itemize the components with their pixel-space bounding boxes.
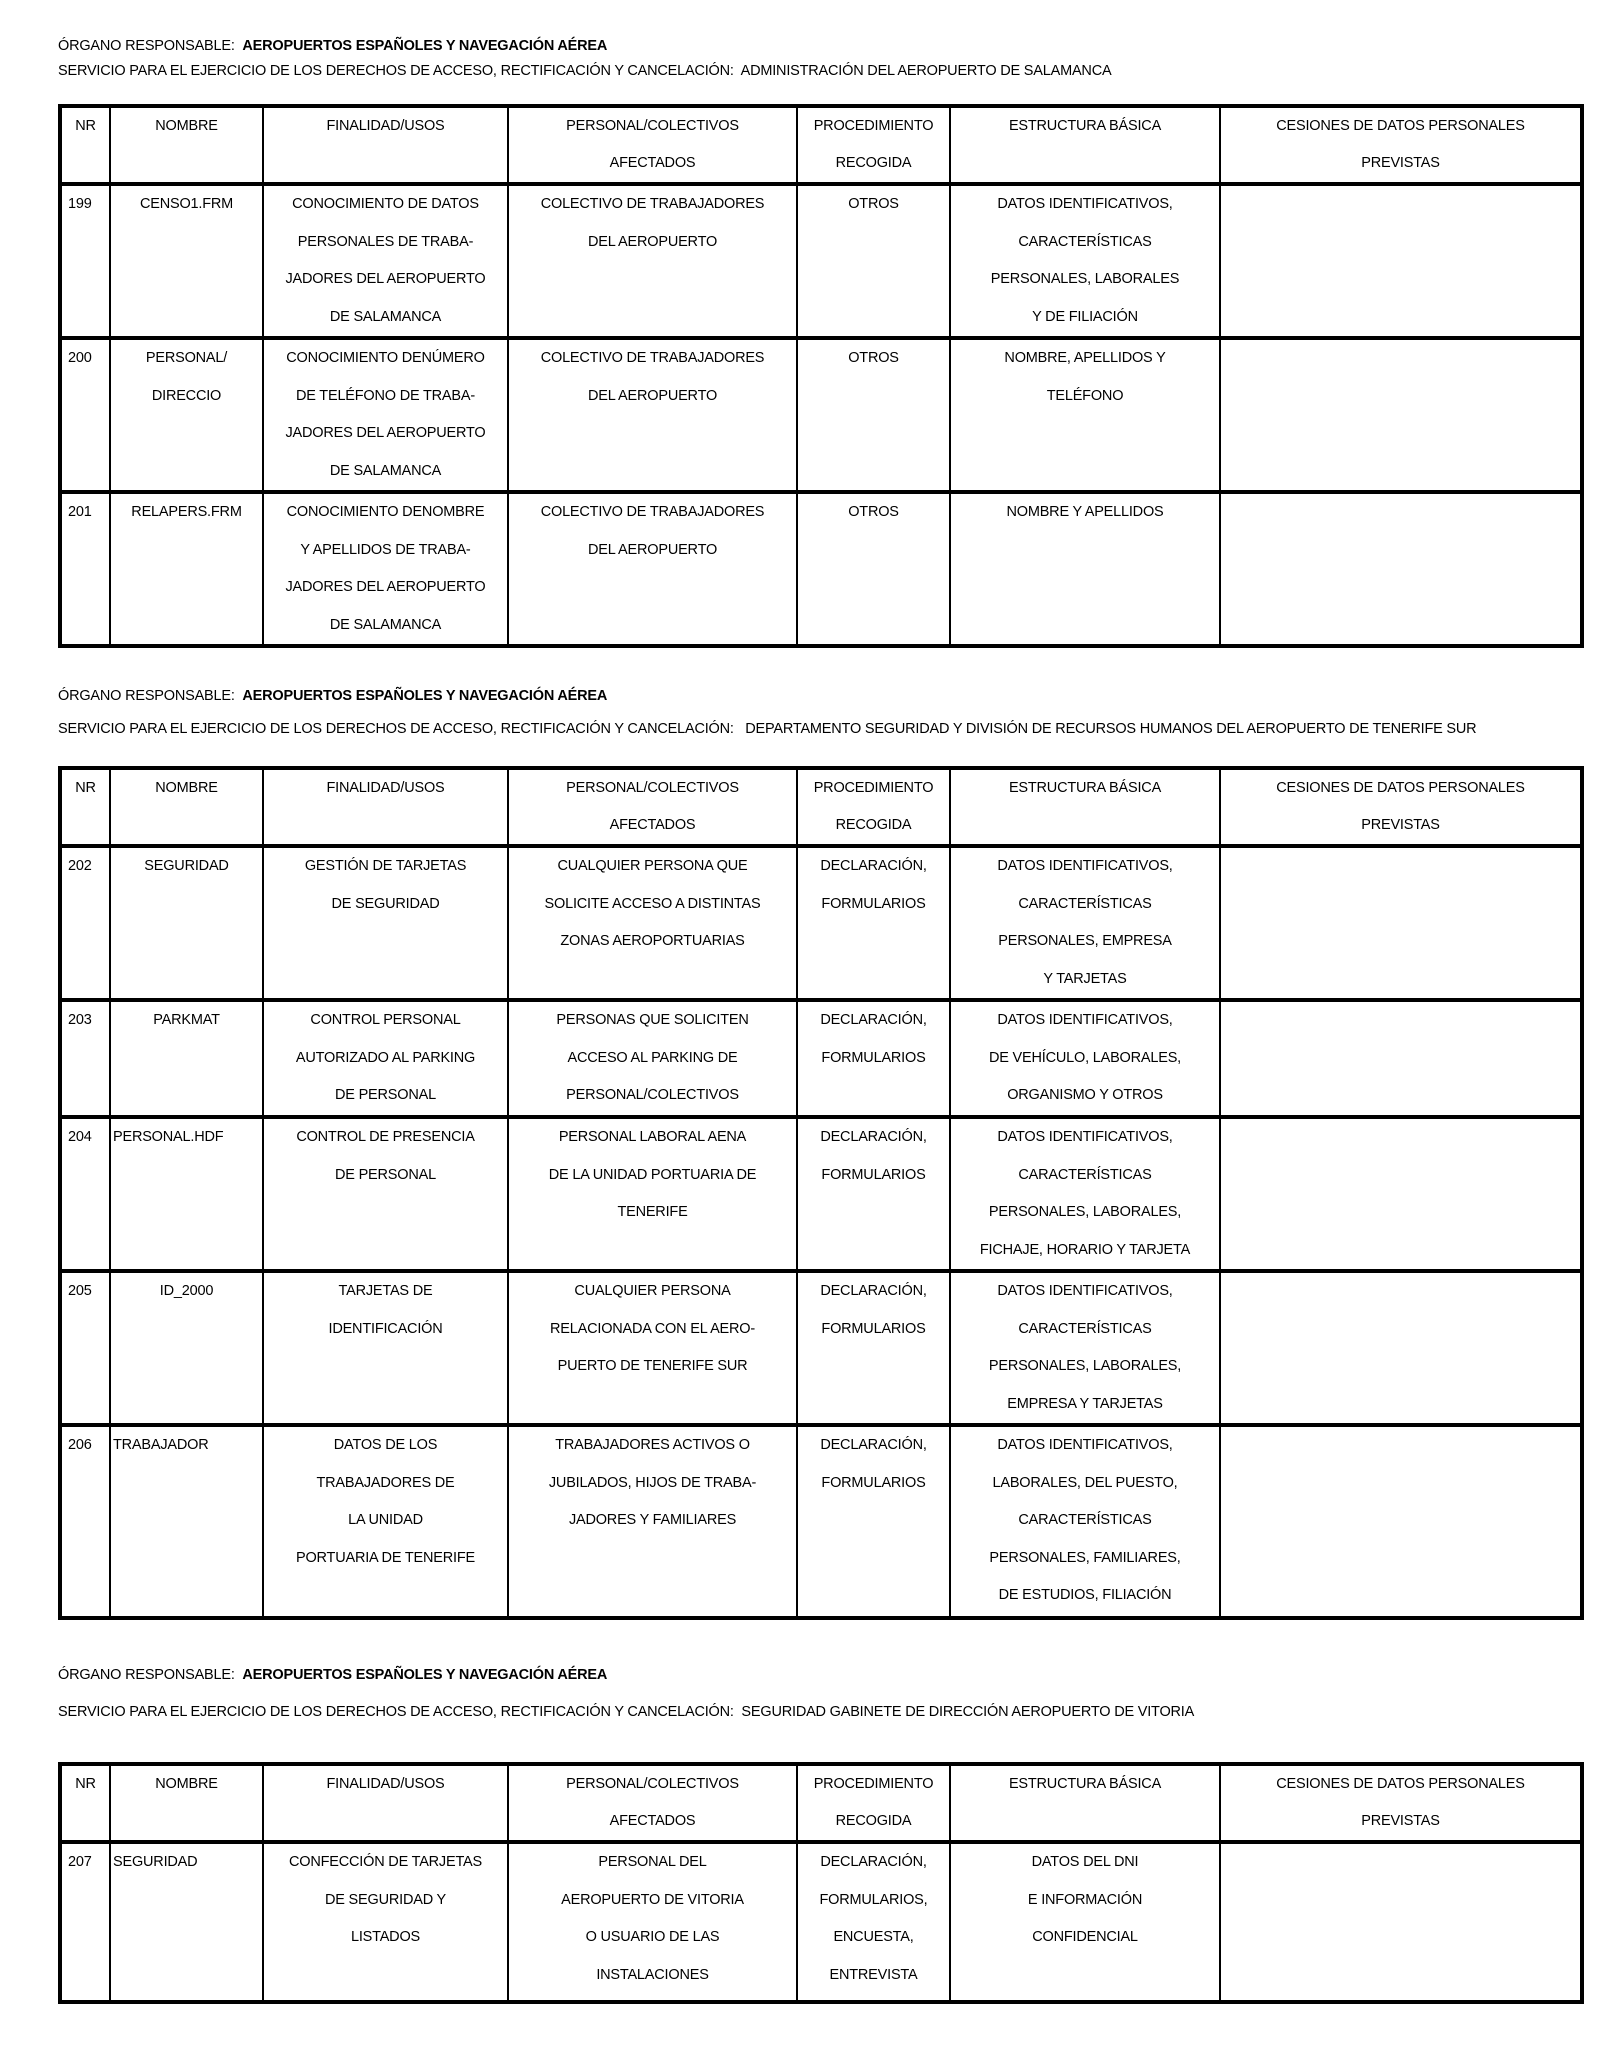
cell-finalidad xyxy=(263,1842,508,2002)
cell-line: DECLARACIÓN, xyxy=(820,1129,927,1145)
cell-line: PERSONALES, LABORALES xyxy=(990,271,1180,287)
cell-line: 203 xyxy=(68,1012,92,1028)
column-header-finalidad xyxy=(263,768,508,846)
column-header-cesiones xyxy=(1220,1764,1582,1842)
cell-line: DECLARACIÓN, xyxy=(820,1437,927,1453)
cell-line: JUBILADOS, HIJOS DE TRABA- xyxy=(548,1474,757,1491)
table-row xyxy=(60,1117,1582,1271)
cell-line: PREVISTAS xyxy=(1361,817,1440,833)
cell-procedimiento xyxy=(797,1000,950,1117)
cell-personal xyxy=(508,1000,797,1117)
cell-line: CESIONES DE DATOS PERSONALES xyxy=(1276,118,1525,134)
cell-line: O USUARIO DE LAS xyxy=(585,1929,720,1945)
cell-nr xyxy=(60,338,110,492)
cell-nombre xyxy=(110,1271,263,1425)
cell-finalidad xyxy=(263,184,508,338)
cell-nombre xyxy=(110,846,263,1000)
column-header-nombre xyxy=(110,1764,263,1842)
cell-line: FICHAJE, HORARIO Y TARJETA xyxy=(979,1241,1191,1258)
cell-line: CESIONES DE DATOS PERSONALES xyxy=(1276,780,1525,796)
cell-line: DE SALAMANCA xyxy=(329,616,442,633)
cell-procedimiento xyxy=(797,1842,950,2002)
cell-line: PERSONAL.HDF xyxy=(113,1129,224,1145)
cell-line: DECLARACIÓN, xyxy=(820,858,927,874)
cell-line: PERSONAL/COLECTIVOS xyxy=(566,1087,739,1103)
cell-line: FORMULARIOS, xyxy=(819,1891,928,1908)
cell-procedimiento xyxy=(797,1425,950,1618)
cell-line: JADORES DEL AEROPUERTO xyxy=(285,425,486,441)
cell-personal xyxy=(508,1117,797,1271)
cell-line: AFECTADOS xyxy=(609,155,696,171)
column-header-personal xyxy=(508,1764,797,1842)
cell-line: DATOS DEL DNI xyxy=(1031,1854,1139,1870)
cell-line: ZONAS AEROPORTUARIAS xyxy=(560,933,745,949)
servicio-line xyxy=(58,62,1111,81)
cell-estructura xyxy=(950,1271,1220,1425)
cell-line: FORMULARIOS xyxy=(821,1474,926,1491)
column-header-procedimiento xyxy=(797,106,950,184)
cell-line: CARACTERÍSTICAS xyxy=(1018,1320,1152,1337)
cell-line: TRABAJADORES ACTIVOS O xyxy=(555,1437,750,1453)
cell-line: DE PERSONAL xyxy=(335,1087,436,1103)
cell-line: NOMBRE xyxy=(155,780,218,796)
cell-line: PERSONALES, LABORALES, xyxy=(988,1204,1182,1220)
organo-label: ÓRGANO RESPONSABLE: xyxy=(58,38,235,54)
cell-line: PROCEDIMIENTO xyxy=(813,780,934,796)
cell-line: DEL AEROPUERTO xyxy=(587,387,718,404)
cell-line: PREVISTAS xyxy=(1361,155,1440,171)
cell-line: PERSONALES, EMPRESA xyxy=(998,933,1172,949)
cell-nombre xyxy=(110,1842,263,2002)
cell-line: PERSONAL/COLECTIVOS xyxy=(566,118,739,134)
cell-line: PERSONALES, LABORALES, xyxy=(988,1358,1182,1374)
cell-personal xyxy=(508,846,797,1000)
cell-line: FORMULARIOS xyxy=(821,895,926,912)
servicio-value: SEGURIDAD GABINETE DE DIRECCIÓN AEROPUERTO DE VITORIA xyxy=(741,1704,1195,1720)
column-header-personal xyxy=(508,768,797,846)
organo-label: ÓRGANO RESPONSABLE: xyxy=(58,688,235,704)
organo-value: AEROPUERTOS ESPAÑOLES Y NAVEGACIÓN AÉREA xyxy=(242,1667,608,1683)
cell-line: 207 xyxy=(68,1854,92,1870)
cell-line: 202 xyxy=(68,858,92,874)
cell-procedimiento xyxy=(797,492,950,646)
cell-line: SEGURIDAD xyxy=(113,1854,198,1870)
cell-estructura xyxy=(950,1000,1220,1117)
cell-line: NOMBRE xyxy=(155,1776,218,1792)
cell-line: LA UNIDAD xyxy=(348,1512,423,1528)
servicio-label: SERVICIO PARA EL EJERCICIO DE LOS DERECHOS DE ACCESO, RECTIFICACIÓN Y CANCELACIÓN: xyxy=(58,63,734,79)
cell-line: COLECTIVO DE TRABAJADORES xyxy=(540,350,765,366)
cell-line: PORTUARIA DE TENERIFE xyxy=(296,1549,475,1566)
cell-line: DATOS IDENTIFICATIVOS, xyxy=(997,1283,1173,1299)
cell-line: ENCUESTA, xyxy=(833,1929,914,1945)
cell-line: EMPRESA Y TARJETAS xyxy=(1007,1395,1163,1412)
cell-line: DE VEHÍCULO, LABORALES, xyxy=(988,1049,1182,1066)
cell-cesiones xyxy=(1220,1425,1582,1618)
cell-nr xyxy=(60,492,110,646)
cell-line: CONTROL PERSONAL xyxy=(310,1012,461,1028)
cell-line: TENERIFE xyxy=(617,1204,688,1220)
cell-cesiones xyxy=(1220,492,1582,646)
column-header-finalidad xyxy=(263,106,508,184)
cell-line: GESTIÓN DE TARJETAS xyxy=(304,858,467,874)
cell-line: DATOS IDENTIFICATIVOS, xyxy=(997,1012,1173,1028)
cell-line: FINALIDAD/USOS xyxy=(326,1776,445,1792)
table-row xyxy=(60,338,1582,492)
cell-line: ORGANISMO Y OTROS xyxy=(1007,1087,1163,1103)
cell-cesiones xyxy=(1220,1842,1582,2002)
cell-line: ESTRUCTURA BÁSICA xyxy=(1008,1776,1162,1792)
cell-line: CONOCIMIENTO DENÚMERO xyxy=(286,350,485,366)
cell-nr xyxy=(60,1000,110,1117)
table-row xyxy=(60,492,1582,646)
cell-line: IDENTIFICACIÓN xyxy=(328,1320,443,1337)
cell-line: DECLARACIÓN, xyxy=(820,1854,927,1870)
column-header-procedimiento xyxy=(797,768,950,846)
cell-line: Y TARJETAS xyxy=(1043,970,1127,987)
cell-line: PUERTO DE TENERIFE SUR xyxy=(557,1358,748,1374)
cell-finalidad xyxy=(263,1271,508,1425)
cell-line: PROCEDIMIENTO xyxy=(813,1776,934,1792)
cell-line: CONFIDENCIAL xyxy=(1032,1929,1138,1945)
cell-line: SOLICITE ACCESO A DISTINTAS xyxy=(544,895,761,912)
cell-procedimiento xyxy=(797,1271,950,1425)
cell-line: TARJETAS DE xyxy=(338,1283,433,1299)
cell-personal xyxy=(508,1425,797,1618)
cell-line: CONOCIMIENTO DENOMBRE xyxy=(286,504,485,520)
cell-estructura xyxy=(950,1842,1220,2002)
cell-cesiones xyxy=(1220,1000,1582,1117)
cell-line: DECLARACIÓN, xyxy=(820,1012,927,1028)
cell-personal xyxy=(508,184,797,338)
cell-line: PERSONAL DEL xyxy=(598,1854,707,1870)
cell-line: PERSONALES, FAMILIARES, xyxy=(989,1549,1181,1566)
cell-line: PERSONAL/ xyxy=(145,350,228,366)
cell-line: RELACIONADA CON EL AERO- xyxy=(550,1320,755,1337)
cell-line: AEROPUERTO DE VITORIA xyxy=(561,1891,744,1908)
cell-line: DE PERSONAL xyxy=(335,1166,436,1183)
cell-line: ID_2000 xyxy=(159,1283,214,1299)
cell-nr xyxy=(60,1271,110,1425)
cell-line: SEGURIDAD xyxy=(144,858,229,874)
cell-finalidad xyxy=(263,1000,508,1117)
servicio-value: ADMINISTRACIÓN DEL AEROPUERTO DE SALAMANCA xyxy=(740,63,1112,79)
organo-value: AEROPUERTOS ESPAÑOLES Y NAVEGACIÓN AÉREA xyxy=(242,38,608,54)
cell-line: CARACTERÍSTICAS xyxy=(1018,1512,1152,1528)
cell-line: JADORES Y FAMILIARES xyxy=(568,1512,737,1528)
cell-procedimiento xyxy=(797,338,950,492)
cell-line: RELAPERS.FRM xyxy=(131,504,242,520)
cell-nombre xyxy=(110,1000,263,1117)
register-table xyxy=(58,1762,1584,2004)
cell-line: DE SALAMANCA xyxy=(329,308,442,325)
cell-line: CARACTERÍSTICAS xyxy=(1018,233,1152,250)
cell-finalidad xyxy=(263,846,508,1000)
cell-line: OTROS xyxy=(848,350,899,366)
cell-line: 205 xyxy=(68,1283,92,1299)
cell-line: E INFORMACIÓN xyxy=(1027,1891,1143,1908)
cell-line: FINALIDAD/USOS xyxy=(326,780,445,796)
cell-line: FORMULARIOS xyxy=(821,1320,926,1337)
cell-line: NOMBRE Y APELLIDOS xyxy=(1006,504,1164,520)
table-row xyxy=(60,846,1582,1000)
cell-line: PARKMAT xyxy=(153,1012,220,1028)
column-header-cesiones xyxy=(1220,768,1582,846)
cell-line: RECOGIDA xyxy=(835,817,912,833)
cell-nombre xyxy=(110,1425,263,1618)
cell-line: JADORES DEL AEROPUERTO xyxy=(285,271,486,287)
cell-personal xyxy=(508,1271,797,1425)
cell-personal xyxy=(508,492,797,646)
cell-line: DATOS IDENTIFICATIVOS, xyxy=(997,858,1173,874)
column-header-estructura xyxy=(950,1764,1220,1842)
cell-personal xyxy=(508,338,797,492)
column-header-nr xyxy=(60,1764,110,1842)
cell-line: Y APELLIDOS DE TRABA- xyxy=(300,541,471,558)
cell-estructura xyxy=(950,338,1220,492)
cell-line: ESTRUCTURA BÁSICA xyxy=(1008,118,1162,134)
organo-line xyxy=(58,36,607,56)
cell-line: FORMULARIOS xyxy=(821,1166,926,1183)
cell-line: COLECTIVO DE TRABAJADORES xyxy=(540,196,765,212)
cell-line: PERSONAS QUE SOLICITEN xyxy=(556,1012,749,1028)
header-row xyxy=(60,1764,1582,1842)
cell-line: DATOS IDENTIFICATIVOS, xyxy=(997,1437,1173,1453)
cell-estructura xyxy=(950,492,1220,646)
cell-line: CENSO1.FRM xyxy=(139,196,234,212)
cell-nombre xyxy=(110,184,263,338)
column-header-nr xyxy=(60,768,110,846)
header-row xyxy=(60,768,1582,846)
cell-line: FINALIDAD/USOS xyxy=(326,118,445,134)
cell-line: 201 xyxy=(68,504,92,520)
cell-cesiones xyxy=(1220,338,1582,492)
cell-nombre xyxy=(110,1117,263,1271)
cell-nr xyxy=(60,1842,110,2002)
cell-line: ESTRUCTURA BÁSICA xyxy=(1008,780,1162,796)
cell-nr xyxy=(60,184,110,338)
cell-line: LABORALES, DEL PUESTO, xyxy=(992,1474,1178,1491)
column-header-estructura xyxy=(950,768,1220,846)
cell-line: NR xyxy=(75,1776,96,1792)
cell-line: LISTADOS xyxy=(350,1929,421,1945)
servicio-value: DEPARTAMENTO SEGURIDAD Y DIVISIÓN DE RECURSOS HUMANOS DEL AEROPUERTO DE TENERIFE SUR xyxy=(745,721,1477,737)
cell-nr xyxy=(60,1117,110,1271)
cell-line: AFECTADOS xyxy=(609,817,696,833)
servicio-line xyxy=(58,1703,1194,1722)
organo-line xyxy=(58,1665,607,1685)
cell-nr xyxy=(60,1425,110,1618)
column-header-estructura xyxy=(950,106,1220,184)
cell-line: DE SALAMANCA xyxy=(329,462,442,479)
cell-line: PERSONALES DE TRABA- xyxy=(297,233,474,250)
table-row xyxy=(60,1000,1582,1117)
cell-personal xyxy=(508,1842,797,2002)
cell-line: CUALQUIER PERSONA QUE xyxy=(557,858,748,874)
cell-line: TRABAJADORES DE xyxy=(316,1474,455,1491)
cell-nombre xyxy=(110,492,263,646)
cell-line: PREVISTAS xyxy=(1361,1813,1440,1829)
cell-line: CONOCIMIENTO DE DATOS xyxy=(292,196,479,212)
cell-line: 204 xyxy=(68,1129,92,1145)
cell-line: DEL AEROPUERTO xyxy=(587,541,718,558)
cell-line: INSTALACIONES xyxy=(596,1966,709,1983)
cell-line: DATOS DE LOS xyxy=(333,1437,438,1453)
cell-nr xyxy=(60,846,110,1000)
cell-procedimiento xyxy=(797,1117,950,1271)
organo-label: ÓRGANO RESPONSABLE: xyxy=(58,1667,235,1683)
cell-line: 206 xyxy=(68,1437,92,1453)
cell-cesiones xyxy=(1220,1271,1582,1425)
cell-line: CARACTERÍSTICAS xyxy=(1018,895,1152,912)
cell-procedimiento xyxy=(797,184,950,338)
header-row xyxy=(60,106,1582,184)
cell-line: DATOS IDENTIFICATIVOS, xyxy=(997,1129,1173,1145)
column-header-personal xyxy=(508,106,797,184)
servicio-label: SERVICIO PARA EL EJERCICIO DE LOS DERECHOS DE ACCESO, RECTIFICACIÓN Y CANCELACIÓN: xyxy=(58,721,734,737)
cell-line: DECLARACIÓN, xyxy=(820,1283,927,1299)
cell-line: NR xyxy=(75,118,96,134)
column-header-finalidad xyxy=(263,1764,508,1842)
table-row xyxy=(60,184,1582,338)
table-row xyxy=(60,1425,1582,1618)
cell-line: CONFECCIÓN DE TARJETAS xyxy=(289,1854,482,1870)
servicio-label: SERVICIO PARA EL EJERCICIO DE LOS DERECHOS DE ACCESO, RECTIFICACIÓN Y CANCELACIÓN: xyxy=(58,1704,734,1720)
cell-line: DE LA UNIDAD PORTUARIA DE xyxy=(548,1166,757,1183)
cell-line: NOMBRE xyxy=(155,118,218,134)
cell-line: AUTORIZADO AL PARKING xyxy=(295,1049,476,1066)
cell-finalidad xyxy=(263,1117,508,1271)
cell-line: OTROS xyxy=(848,196,899,212)
cell-line: DE SEGURIDAD xyxy=(331,895,440,912)
organo-value: AEROPUERTOS ESPAÑOLES Y NAVEGACIÓN AÉREA xyxy=(242,688,608,704)
column-header-nombre xyxy=(110,106,263,184)
cell-cesiones xyxy=(1220,846,1582,1000)
cell-line: CONTROL DE PRESENCIA xyxy=(296,1129,475,1145)
cell-line: PERSONAL/COLECTIVOS xyxy=(566,1776,739,1792)
table-row xyxy=(60,1271,1582,1425)
cell-line: AFECTADOS xyxy=(609,1813,696,1829)
cell-cesiones xyxy=(1220,1117,1582,1271)
cell-line: FORMULARIOS xyxy=(821,1049,926,1066)
cell-line: JADORES DEL AEROPUERTO xyxy=(285,579,486,595)
table-row xyxy=(60,1842,1582,2002)
cell-estructura xyxy=(950,1117,1220,1271)
cell-procedimiento xyxy=(797,846,950,1000)
column-header-nombre xyxy=(110,768,263,846)
cell-line: NOMBRE, APELLIDOS Y xyxy=(1004,350,1166,366)
cell-line: Y DE FILIACIÓN xyxy=(1032,308,1138,325)
column-header-procedimiento xyxy=(797,1764,950,1842)
cell-line: COLECTIVO DE TRABAJADORES xyxy=(540,504,765,520)
cell-line: OTROS xyxy=(848,504,899,520)
cell-finalidad xyxy=(263,492,508,646)
cell-estructura xyxy=(950,1425,1220,1618)
cell-nombre xyxy=(110,338,263,492)
cell-line: PERSONAL/COLECTIVOS xyxy=(566,780,739,796)
cell-line: DEL AEROPUERTO xyxy=(587,233,718,250)
cell-line: TRABAJADOR xyxy=(113,1437,209,1453)
organo-line xyxy=(58,686,607,706)
cell-line: ACCESO AL PARKING DE xyxy=(567,1049,738,1066)
cell-estructura xyxy=(950,846,1220,1000)
register-table xyxy=(58,766,1584,1620)
cell-cesiones xyxy=(1220,184,1582,338)
cell-line: 200 xyxy=(68,350,92,366)
cell-line: DATOS IDENTIFICATIVOS, xyxy=(997,196,1173,212)
cell-line: RECOGIDA xyxy=(835,1813,912,1829)
cell-line: ENTREVISTA xyxy=(829,1966,918,1983)
cell-line: NR xyxy=(75,780,96,796)
cell-line: CESIONES DE DATOS PERSONALES xyxy=(1276,1776,1525,1792)
cell-line: TELÉFONO xyxy=(1046,387,1124,404)
cell-line: PROCEDIMIENTO xyxy=(813,118,934,134)
column-header-cesiones xyxy=(1220,106,1582,184)
cell-line: RECOGIDA xyxy=(835,155,912,171)
cell-line: PERSONAL LABORAL AENA xyxy=(558,1129,747,1145)
cell-finalidad xyxy=(263,338,508,492)
servicio-line xyxy=(58,720,1498,739)
column-header-nr xyxy=(60,106,110,184)
cell-line: DE ESTUDIOS, FILIACIÓN xyxy=(998,1587,1172,1603)
cell-line: DE SEGURIDAD Y xyxy=(324,1891,447,1908)
cell-line: DE TELÉFONO DE TRABA- xyxy=(296,387,475,404)
cell-estructura xyxy=(950,184,1220,338)
cell-line: DIRECCIO xyxy=(151,387,222,404)
cell-line: 199 xyxy=(68,196,92,212)
cell-finalidad xyxy=(263,1425,508,1618)
register-table xyxy=(58,104,1584,648)
cell-line: CARACTERÍSTICAS xyxy=(1018,1166,1152,1183)
cell-line: CUALQUIER PERSONA xyxy=(574,1283,731,1299)
